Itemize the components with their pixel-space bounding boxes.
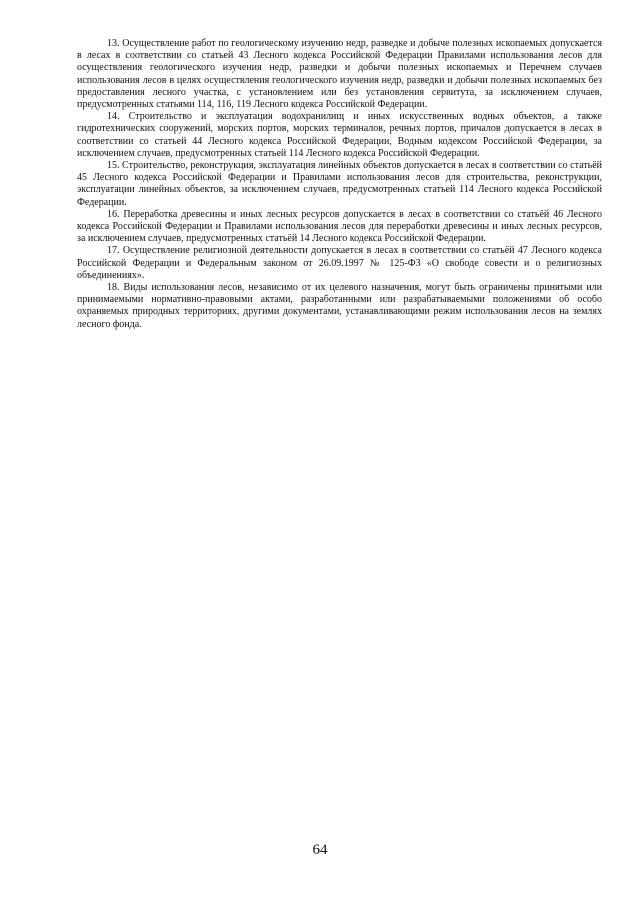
- paragraph-16: 16. Переработка древесины и иных лесных ресурсов допускается в лесах в соответствии со статьёй 46 Лесного кодекса Российской Федерации и Правилами использования лесов для переработки древесины и иных лесных ресурсов, за исключением случаев, предусмотренных статьёй 14 Лесного кодекса Российской Федерации.: [77, 208, 602, 245]
- paragraph-13: 13. Осуществление работ по геологическому изучению недр, разведке и добыче полезных ископаемых допускается в лесах в соответствии со статьей 43 Лесного кодекса Российской Федерации Правилами использования лесов для осуществления геологического изучения недр, разведки и добычи полезных ископаемых и Перечнем случаев использования лесов в целях осуществления геологического изучения недр, разведки и добычи полезных ископаемых без предоставления лесного участка, с установлением или без установления сервитута, за исключением случаев, предусмотренных статьями 114, 116, 119 Лесного кодекса Российской Федерации.: [77, 38, 602, 111]
- paragraph-18: 18. Виды использования лесов, независимо от их целевого назначения, могут быть ограничены принятыми или принимаемыми нормативно-правовыми актами, разработанными или разрабатываемыми положениями об особо охраняемых природных территориях, другими документами, устанавливающими режим использования лесов на землях лесного фонда.: [77, 282, 602, 330]
- document-body: [77, 38, 602, 331]
- paragraph-17: 17. Осуществление религиозной деятельности допускается в лесах в соответствии со статьёй 47 Лесного кодекса Российской Федерации и Федеральным законом от 26.09.1997 № 125-ФЗ «О свободе совести и о религиозных объединениях».: [77, 245, 602, 281]
- paragraph-14: 14. Строительство и эксплуатация водохранилищ и иных искусственных водных объектов, а также гидротехнических сооружений, морских портов, морских терминалов, речных портов, причалов допускается в лесах в соответствии со статьей 44 Лесного кодекса Российской Федерации, Водным кодексом Российской Федерации, за исключением случаев, предусмотренных статьей 114 Лесного кодекса Российской Федерации.: [77, 111, 602, 159]
- page-number: 64: [312, 842, 328, 858]
- paragraph-15: 15. Строительство, реконструкция, эксплуатация линейных объектов допускается в лесах в соответствии со статьёй 45 Лесного кодекса Российской Федерации и Правилами использования лесов для строительства, реконструкции, эксплуатации линейных объектов, за исключением случаев, предусмотренных статьей 114 Лесного кодекса Российской Федерации.: [77, 160, 602, 208]
